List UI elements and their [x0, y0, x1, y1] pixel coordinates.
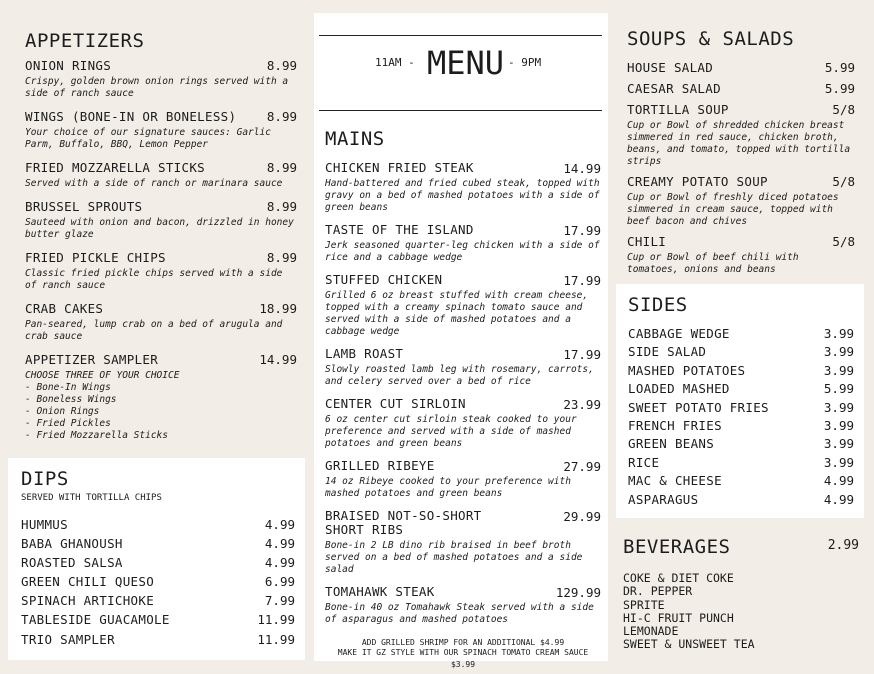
- item-price: 11.99: [257, 631, 295, 647]
- item-description: Bone-in 40 oz Tomahawk Steak served with a side of asparagus and mashed potatoes: [325, 602, 594, 625]
- mains-title: MAINS: [325, 128, 385, 150]
- item-price: 5/8: [832, 174, 855, 189]
- menu-item: [25, 250, 297, 292]
- menu-item: [325, 509, 601, 576]
- menu-item: [25, 199, 297, 241]
- item-name: ROASTED SALSA: [21, 555, 123, 571]
- item-description: Slowly roasted lamb leg with rosemary, carrots, and celery served over a bed of rice: [325, 364, 594, 387]
- menu-item: [25, 58, 297, 100]
- item-price: 4.99: [823, 473, 854, 489]
- item-description: Hand-battered and fried cubed steak, topped with gravy on a bed of mashed potatoes with a side of green beans: [325, 178, 600, 213]
- sides-title: SIDES: [628, 294, 688, 316]
- menu-row: [21, 555, 295, 574]
- item-description: Jerk seasoned quarter-leg chicken with a side of rice and a cabbage wedge: [325, 240, 600, 263]
- item-name: MAC & CHEESE: [628, 473, 722, 489]
- beverage-item: LEMONADE: [623, 624, 679, 639]
- dips-section: [8, 458, 305, 660]
- menu-row: [628, 436, 854, 454]
- item-name: BRUSSEL SPROUTS: [25, 199, 143, 214]
- menu-row: [628, 344, 854, 362]
- item-price: 17.99: [563, 223, 601, 238]
- item-name: FRIED PICKLE CHIPS: [25, 250, 166, 265]
- item-description: Pan-seared, lump crab on a bed of arugula and crab sauce: [25, 319, 283, 342]
- item-name: SIDE SALAD: [628, 344, 707, 360]
- sampler-option: - Bone-In Wings: [25, 382, 111, 393]
- menu-item: [325, 223, 601, 264]
- menu-item: [325, 397, 601, 450]
- soups-title: SOUPS & SALADS: [627, 28, 795, 50]
- item-price: 27.99: [563, 459, 601, 474]
- item-name: ONION RINGS: [25, 58, 112, 73]
- item-price: 5/8: [832, 102, 855, 117]
- item-description: Served with a side of ranch or marinara sauce: [25, 178, 283, 189]
- item-name: FRIED MOZZARELLA STICKS: [25, 160, 205, 175]
- item-price: 3.99: [823, 417, 854, 433]
- beverages-section: [623, 536, 859, 652]
- item-price: 3.99: [823, 326, 854, 341]
- item-name: CAESAR SALAD: [627, 81, 721, 96]
- item-name: TRIO SAMPLER: [21, 631, 115, 647]
- item-price: 129.99: [555, 585, 601, 600]
- menu-item-appetizer-sampler: [25, 352, 297, 442]
- menu-row: [21, 536, 295, 555]
- item-price: 5.99: [824, 60, 855, 75]
- menu-title: MENU: [427, 44, 505, 82]
- item-name: TABLESIDE GUACAMOLE: [21, 612, 170, 628]
- menu-item: [627, 60, 855, 75]
- menu-item: [627, 102, 855, 168]
- item-description: Crispy, golden brown onion rings served with a side of ranch sauce: [25, 76, 289, 99]
- item-price: 8.99: [266, 160, 297, 175]
- item-name: HUMMUS: [21, 517, 68, 532]
- menu-item: [25, 301, 297, 343]
- sampler-option: - Onion Rings: [25, 406, 100, 417]
- item-name: FRENCH FRIES: [628, 417, 722, 433]
- sampler-option: - Fried Pickles: [25, 418, 111, 429]
- item-price: 4.99: [264, 555, 295, 571]
- dips-title: DIPS: [21, 468, 69, 490]
- menu-row: [21, 517, 295, 536]
- sampler-options: [25, 382, 297, 442]
- footer-line: MAKE IT GZ STYLE WITH OUR SPINACH TOMATO CREAM SAUCE $3.99: [337, 648, 589, 669]
- beverage-item: COKE & DIET COKE: [623, 571, 734, 585]
- item-name: GREEN CHILI QUESO: [21, 574, 155, 590]
- mains-column: [314, 13, 608, 669]
- beverage-item: HI-C FRUIT PUNCH: [623, 610, 734, 625]
- item-price: 17.99: [563, 347, 601, 362]
- item-name: CHICKEN FRIED STEAK: [325, 160, 474, 175]
- item-price: 5.99: [824, 81, 855, 96]
- item-description: Your choice of our signature sauces: Garlic Parm, Buffalo, BBQ, Lemon Pepper: [25, 127, 271, 150]
- item-name: TASTE OF THE ISLAND: [325, 222, 474, 237]
- item-price: 8.99: [266, 250, 297, 265]
- item-price: 3.99: [823, 436, 854, 452]
- item-name: APPETIZER SAMPLER: [25, 352, 159, 367]
- item-price: 18.99: [259, 301, 297, 316]
- menu-row: [628, 418, 854, 436]
- item-price: 3.99: [823, 399, 854, 415]
- menu-row: [21, 593, 295, 612]
- item-price: 7.99: [264, 593, 295, 609]
- item-name: LAMB ROAST: [325, 346, 404, 361]
- item-price: 4.99: [823, 491, 854, 507]
- menu-header: [319, 35, 602, 111]
- menu-row: [628, 363, 854, 381]
- item-name: GRILLED RIBEYE: [325, 458, 435, 473]
- item-name: CHILI: [627, 234, 667, 249]
- menu-row: [21, 632, 295, 651]
- item-name: CABBAGE WEDGE: [628, 326, 730, 341]
- item-name: SPINACH ARTICHOKE: [21, 593, 155, 609]
- item-name: CREAMY POTATO SOUP: [627, 174, 768, 189]
- open-time: 11AM -: [375, 56, 415, 69]
- menu-item: [627, 174, 855, 228]
- menu-row: [628, 455, 854, 473]
- item-name: BRAISED NOT-SO-SHORT SHORT RIBS: [325, 508, 482, 537]
- appetizers-title: APPETIZERS: [25, 30, 145, 52]
- item-description: Cup or Bowl of shredded chicken breast simmered in red sauce, chicken broth, beans, and tomato, topped with tortilla strips: [627, 120, 851, 167]
- item-description: Sauteed with onion and bacon, drizzled in honey butter glaze: [25, 217, 294, 240]
- item-description: 14 oz Ribeye cooked to your preference with mashed potatoes and green beans: [325, 476, 571, 499]
- item-name: MASHED POTATOES: [628, 362, 746, 378]
- item-description: Bone-in 2 LB dino rib braised in beef broth served on a bed of mashed potatoes and a side salad: [325, 540, 583, 575]
- item-name: STUFFED CHICKEN: [325, 272, 443, 287]
- item-price: 5/8: [832, 234, 855, 249]
- soups-salads-section: [627, 28, 855, 276]
- beverage-item: DR. PEPPER: [623, 584, 693, 599]
- item-name: WINGS (BONE-IN OR BONELESS): [25, 109, 237, 124]
- beverage-item: SPRITE: [623, 597, 665, 612]
- sides-section: [616, 284, 864, 518]
- item-name: HOUSE SALAD: [627, 60, 714, 75]
- beverages-title: BEVERAGES: [623, 536, 731, 558]
- item-price: 17.99: [563, 273, 601, 288]
- item-description: 6 oz center cut sirloin steak cooked to your preference and served with a side of mashed potatoes and green beans: [325, 414, 577, 449]
- menu-item: [627, 81, 855, 96]
- menu-row: [21, 612, 295, 631]
- menu-row: [628, 381, 854, 399]
- menu-item: [627, 234, 855, 276]
- menu-row: [628, 492, 854, 510]
- item-price: 3.99: [823, 454, 854, 470]
- sampler-option: - Fried Mozzarella Sticks: [25, 430, 168, 441]
- appetizers-section: [25, 30, 297, 442]
- item-price: 6.99: [264, 574, 295, 590]
- item-price: 4.99: [264, 517, 295, 532]
- item-name: LOADED MASHED: [628, 381, 730, 397]
- beverage-item: SWEET & UNSWEET TEA: [623, 637, 755, 652]
- item-description: Cup or Bowl of freshly diced potatoes simmered in cream sauce, topped with beef bacon and chives: [627, 192, 839, 227]
- footer-line: ADD GRILLED SHRIMP FOR AN ADDITIONAL $4.99: [361, 638, 565, 647]
- sampler-option: - Boneless Wings: [25, 394, 117, 405]
- item-description: Classic fried pickle chips served with a side of ranch sauce: [25, 268, 283, 291]
- item-price: 8.99: [266, 58, 297, 73]
- menu-item: [325, 459, 601, 500]
- item-name: SWEET POTATO FRIES: [628, 399, 769, 415]
- item-name: CENTER CUT SIRLOIN: [325, 396, 466, 411]
- menu-item: [25, 160, 297, 190]
- menu-row: [21, 574, 295, 593]
- menu-item: [325, 273, 601, 338]
- mains-footer: [325, 637, 601, 671]
- menu-item: [325, 585, 601, 626]
- item-price: 14.99: [259, 352, 297, 367]
- menu-item: [325, 347, 601, 388]
- item-price: 5.99: [823, 381, 854, 397]
- item-price: 4.99: [264, 536, 295, 552]
- menu-row: [628, 400, 854, 418]
- item-price: 3.99: [823, 362, 854, 378]
- item-price: 8.99: [266, 199, 297, 214]
- item-price: 11.99: [257, 612, 295, 628]
- item-name: TOMAHAWK STEAK: [325, 584, 435, 599]
- beverages-price: 2.99: [827, 538, 859, 553]
- menu-item: [325, 161, 601, 214]
- item-description: Grilled 6 oz breast stuffed with cream cheese, topped with a creamy spinach tomato sauce and served with a side of mashed potatoes and a cabbage wedge: [325, 290, 589, 337]
- item-description: Cup or Bowl of beef chili with tomatoes, onions and beans: [627, 252, 799, 275]
- item-name: GREEN BEANS: [628, 436, 715, 452]
- item-name: CRAB CAKES: [25, 301, 104, 316]
- item-name: ASPARAGUS: [628, 491, 699, 507]
- close-time: - 9PM: [508, 56, 542, 69]
- item-price: 14.99: [563, 161, 601, 176]
- item-price: 29.99: [563, 509, 601, 524]
- sampler-note: CHOOSE THREE OF YOUR CHOICE: [25, 370, 180, 381]
- dips-subtitle: SERVED WITH TORTILLA CHIPS: [21, 493, 162, 503]
- menu-item: [25, 109, 297, 151]
- item-price: 3.99: [823, 344, 854, 360]
- item-name: TORTILLA SOUP: [627, 102, 729, 117]
- item-price: 23.99: [563, 397, 601, 412]
- item-name: BABA GHANOUSH: [21, 536, 123, 552]
- item-price: 8.99: [266, 109, 297, 124]
- menu-row: [628, 473, 854, 491]
- item-name: RICE: [628, 454, 660, 470]
- menu-row: [628, 326, 854, 344]
